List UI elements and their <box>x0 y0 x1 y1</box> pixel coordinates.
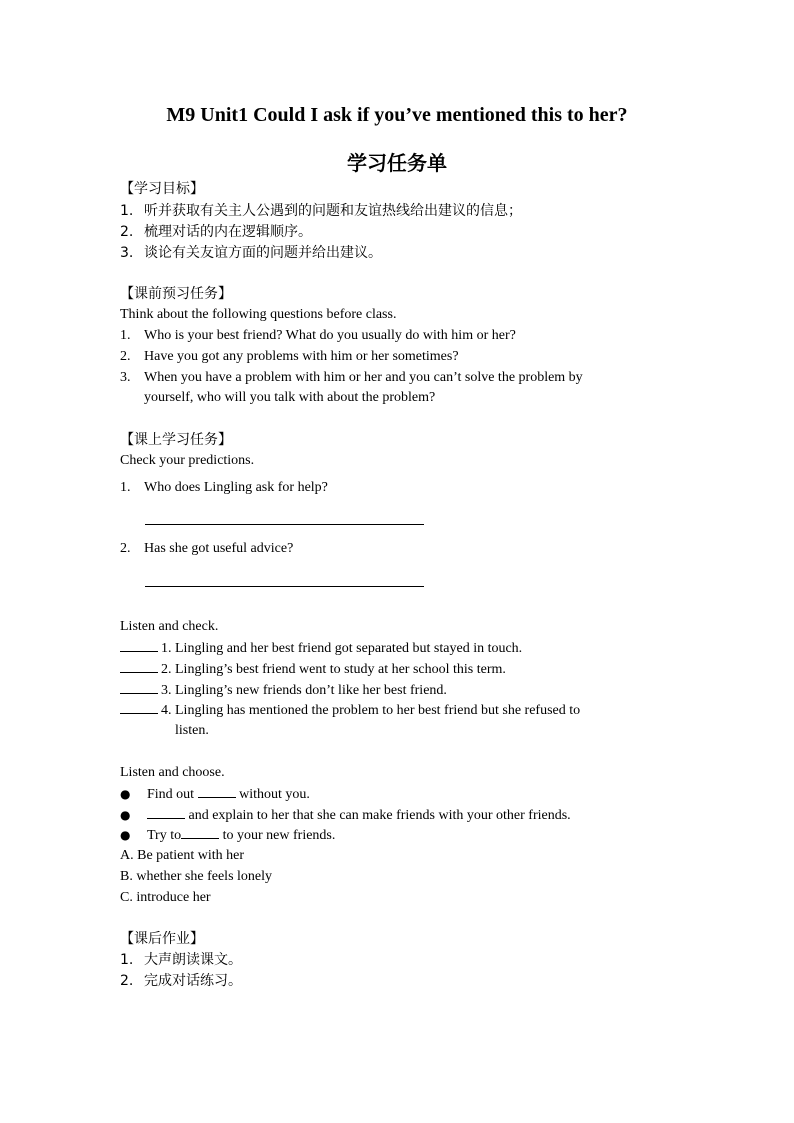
choose-option: B. whether she feels lonely <box>120 869 273 884</box>
check-statement: 3. Lingling’s new friends don’t like her best friend. <box>120 681 447 700</box>
page-subtitle: 学习任务单 <box>347 151 447 175</box>
choose-blank[interactable] <box>198 785 236 798</box>
choose-option: A. Be patient with her <box>120 848 245 863</box>
choose-bullet: ● and explain to her that she can make friends with your other friends. <box>120 808 571 823</box>
choose-blank[interactable] <box>181 826 219 839</box>
preview-question-continuation: yourself, who will you talk with about the problem? <box>144 390 436 405</box>
listen-check-intro: Listen and check. <box>120 619 219 634</box>
preview-question: 3. When you have a problem with him or her and you can’t solve the problem by <box>120 370 583 385</box>
homework-heading: 【课后作业】 <box>120 931 204 947</box>
choose-option: C. introduce her <box>120 890 211 905</box>
bullet-icon: ● <box>120 808 131 822</box>
inclass-question: 2. Has she got useful advice? <box>120 541 294 556</box>
goal-item: 1. 听并获取有关主人公遇到的问题和友谊热线给出建议的信息； <box>120 203 522 219</box>
check-blank[interactable] <box>120 701 158 714</box>
inclass-question: 1. Who does Lingling ask for help? <box>120 480 328 495</box>
check-statement: 2. Lingling’s best friend went to study at her school this term. <box>120 660 506 679</box>
preview-intro: Think about the following questions before class. <box>120 307 397 322</box>
goal-item: 2. 梳理对话的内在逻辑顺序。 <box>120 224 312 240</box>
page-title: M9 Unit1 Could I ask if you’ve mentioned this to her? <box>166 104 628 126</box>
check-blank[interactable] <box>120 660 158 673</box>
preview-heading: 【课前预习任务】 <box>120 286 232 302</box>
listen-choose-intro: Listen and choose. <box>120 765 225 780</box>
goal-item: 3. 谈论有关友谊方面的问题并给出建议。 <box>120 245 382 261</box>
answer-line-1[interactable] <box>145 524 424 525</box>
inclass-heading: 【课上学习任务】 <box>120 432 232 448</box>
choose-bullet: ● Try to to your new friends. <box>120 828 336 843</box>
check-blank[interactable] <box>120 639 158 652</box>
check-blank[interactable] <box>120 681 158 694</box>
choose-blank[interactable] <box>147 806 185 819</box>
inclass-intro: Check your predictions. <box>120 453 255 468</box>
check-statement: 4. Lingling has mentioned the problem to her best friend but she refused to <box>120 701 580 720</box>
check-statement: 1. Lingling and her best friend got separated but stayed in touch. <box>120 639 522 658</box>
homework-item: 2. 完成对话练习。 <box>120 973 242 989</box>
homework-item: 1. 大声朗读课文。 <box>120 952 242 968</box>
goals-heading: 【学习目标】 <box>120 181 204 197</box>
answer-line-2[interactable] <box>145 586 424 587</box>
bullet-icon: ● <box>120 828 131 842</box>
preview-question: 1. Who is your best friend? What do you usually do with him or her? <box>120 328 516 343</box>
bullet-icon: ● <box>120 787 131 801</box>
check-statement-continuation: listen. <box>175 723 209 738</box>
choose-bullet: ● Find out without you. <box>120 787 310 802</box>
preview-question: 2. Have you got any problems with him or her sometimes? <box>120 349 459 364</box>
